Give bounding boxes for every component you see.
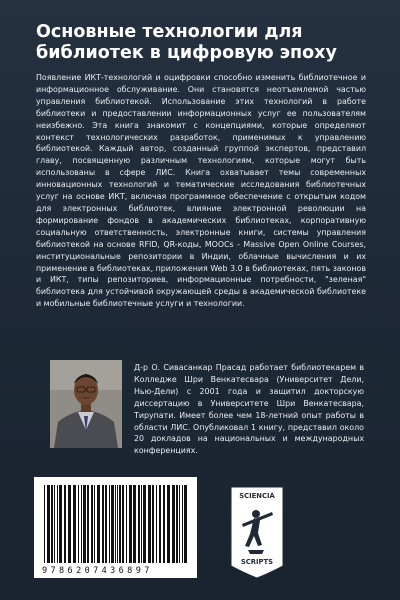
barcode-bar — [148, 485, 151, 563]
barcode-bar — [105, 485, 107, 563]
barcode-bar — [156, 485, 157, 563]
barcode-bar — [176, 485, 178, 563]
barcode-bar — [163, 485, 165, 563]
book-title: Основные технологии для библиотек в цифровую эпоху — [36, 22, 337, 63]
barcode-bar — [91, 485, 93, 563]
barcode-bar — [159, 485, 161, 563]
barcode-bar — [47, 485, 50, 563]
barcode-bar — [179, 485, 180, 563]
barcode-bar — [129, 485, 132, 563]
barcode-bar — [54, 485, 55, 563]
barcode-bar — [94, 485, 95, 563]
barcode-bar — [78, 485, 79, 563]
barcode-bar — [182, 485, 183, 563]
author-photo — [50, 360, 122, 448]
barcode-bar — [102, 485, 104, 563]
barcode-bar — [133, 485, 136, 563]
barcode-bar — [184, 485, 187, 563]
barcode-bar — [143, 485, 146, 563]
barcode-bar — [44, 485, 45, 563]
barcode-bar — [167, 485, 170, 563]
barcode-bar — [119, 485, 121, 563]
barcode-bar — [111, 485, 114, 563]
barcode-bar — [51, 485, 53, 563]
sciencia-scripts-logo-icon — [228, 484, 286, 580]
logo-text-bottom: SCRIPTS — [240, 558, 274, 566]
barcode-bar — [81, 485, 82, 563]
barcode-bar — [172, 485, 175, 563]
barcode-bars — [34, 477, 197, 567]
isbn-number: 9786207436897 — [42, 566, 153, 576]
author-portrait-image — [50, 360, 122, 448]
barcode-bar — [59, 485, 62, 563]
barcode-bar — [97, 485, 100, 563]
isbn-barcode — [34, 477, 197, 578]
barcode-bar — [73, 485, 76, 563]
book-description: Появление ИКТ-технологий и оцифровки способно изменить библиотечное и информационное обслуживание. Они становятся неотъемлемой частью управления библиотекой. Использование этих технологий в работе библиотеки и предоставлении информационных услуг ее пользователям неизбежно. Эта книга знакомит с концепциями, которые определяют контекст технологических разработок, применимых к управлению библиотекой. Каждый автор, созданный группой экспертов, представил главу, посвященную различным технологиям, которые могут быть использованы в сфере ЛИС. Книга охватывает темы современных инновационных технологий и тематические исследования библиотечных услуг на основе ИКТ, включая программное обеспечение с открытым кодом для электронных библиотек, влияние электронной революции на формирование фондов в академических библиотеках, корпоративную социальную ответственность, электронные книги, системы управления библиотекой на основе RFID, QR-коды, MOOCs - Massive Open Online Courses, институциональные репозитории в Индии, облачные вычисления и их применение в библиотеках, приложения Web 3.0 в библиотеках, пять законов и ИКТ, типы репозиториев, информационные потребности, "зеленая" библиотека для устойчивой окружающей среды в академической библиотеке и мобильные библиотечные услуги и технологии. — [36, 73, 366, 309]
barcode-bar — [122, 485, 124, 563]
publisher-logo — [228, 484, 286, 580]
barcode-bar — [87, 485, 89, 563]
barcode-bar — [57, 485, 58, 563]
barcode-bar — [141, 485, 142, 563]
barcode-bar — [126, 485, 127, 563]
barcode-bar — [138, 485, 140, 563]
author-bio: Д-р О. Сивасанкар Прасад работает библиотекарем в Колледже Шри Венкатесвара (Университет Дели, Нью-Дели) с 2001 года и защитил докторскую диссертацию в Университете Шри Венкатесвара, Тирупати. Имеет более чем 18-летний опыт работы в области ЛИС. Опубликовал 1 книгу, представил около 20 докладов на национальных и международных конференциях. — [134, 363, 364, 456]
barcode-bar — [109, 485, 110, 563]
barcode-bar — [83, 485, 86, 563]
barcode-bar — [117, 485, 118, 563]
barcode-bar — [152, 485, 154, 563]
barcode-bar — [68, 485, 71, 563]
barcode-bar — [115, 485, 116, 563]
barcode-bar — [64, 485, 66, 563]
logo-text-top: SCIENCIA — [239, 492, 275, 500]
